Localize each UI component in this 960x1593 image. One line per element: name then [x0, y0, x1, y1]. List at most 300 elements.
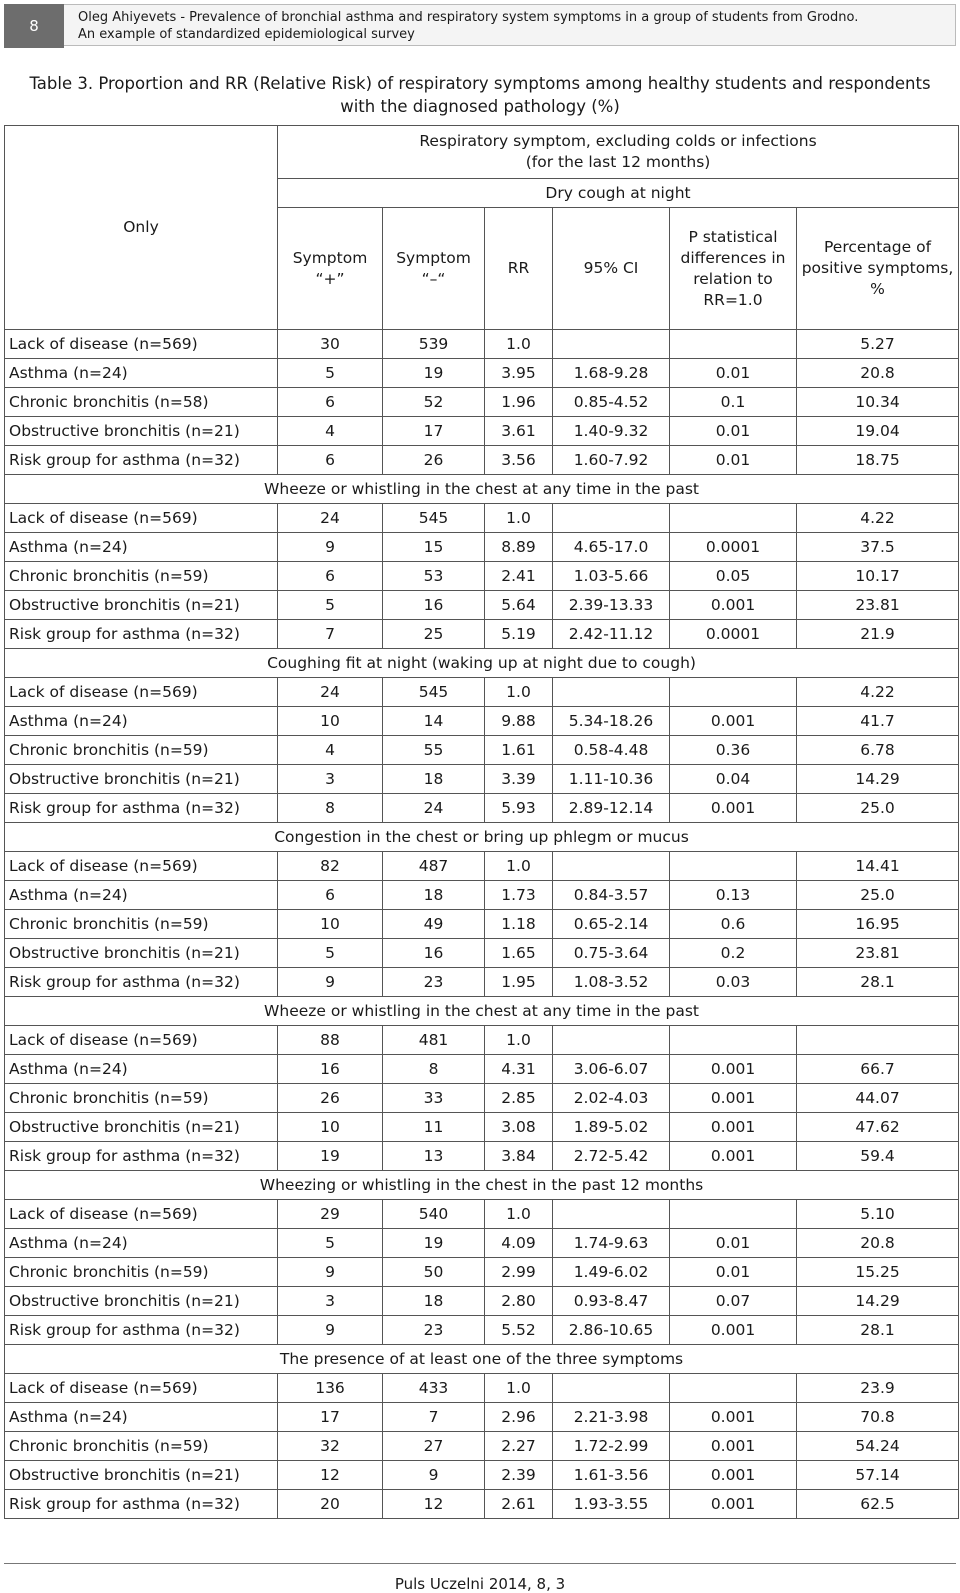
symptom-minus-cell: 25: [383, 620, 485, 649]
percentage-cell: 66.7: [797, 1055, 959, 1084]
symptom-plus-cell: 9: [278, 1258, 383, 1287]
symptom-plus-cell: 8: [278, 794, 383, 823]
ci-cell: 1.49-6.02: [553, 1258, 670, 1287]
p-cell: 0.04: [670, 765, 797, 794]
rr-cell: 5.93: [485, 794, 553, 823]
header-p: P statistical differences in relation to RR=1.0: [670, 208, 797, 330]
rr-cell: 1.95: [485, 968, 553, 997]
running-title-line2: An example of standardized epidemiological survey: [78, 27, 415, 42]
symptom-plus-cell: 9: [278, 1316, 383, 1345]
symptom-minus-cell: 12: [383, 1490, 485, 1519]
ci-cell: 0.58-4.48: [553, 736, 670, 765]
table-row: [5, 1258, 959, 1287]
table-row: [5, 388, 959, 417]
table-row: [5, 1113, 959, 1142]
symptom-plus-cell: 7: [278, 620, 383, 649]
ci-cell: 0.93-8.47: [553, 1287, 670, 1316]
rr-cell: 1.18: [485, 910, 553, 939]
rr-cell: 1.0: [485, 1374, 553, 1403]
rr-cell: 1.0: [485, 504, 553, 533]
symptom-plus-cell: 10: [278, 707, 383, 736]
p-cell: 0.2: [670, 939, 797, 968]
group-cell: Risk group for asthma (n=32): [5, 620, 278, 649]
group-cell: Risk group for asthma (n=32): [5, 1490, 278, 1519]
ci-cell: [553, 1200, 670, 1229]
symptom-minus-cell: 26: [383, 446, 485, 475]
section-title: Wheeze or whistling in the chest at any time in the past: [5, 475, 959, 504]
group-cell: Asthma (n=24): [5, 1229, 278, 1258]
section-title-first: Dry cough at night: [278, 179, 959, 208]
p-cell: 0.001: [670, 1490, 797, 1519]
rr-cell: 3.84: [485, 1142, 553, 1171]
group-cell: Asthma (n=24): [5, 533, 278, 562]
percentage-cell: 57.14: [797, 1461, 959, 1490]
table-row: [5, 1432, 959, 1461]
header-symptom-minus: Symptom “–“: [383, 208, 485, 330]
p-cell: [670, 852, 797, 881]
table-row: [5, 359, 959, 388]
percentage-cell: 47.62: [797, 1113, 959, 1142]
table-row: [5, 968, 959, 997]
symptom-minus-cell: 9: [383, 1461, 485, 1490]
table-row: [5, 1200, 959, 1229]
ci-cell: [553, 330, 670, 359]
rr-cell: 1.96: [485, 388, 553, 417]
percentage-cell: 5.27: [797, 330, 959, 359]
group-cell: Chronic bronchitis (n=58): [5, 388, 278, 417]
table-body: [5, 330, 959, 1519]
rr-cell: 1.61: [485, 736, 553, 765]
symptom-minus-cell: 15: [383, 533, 485, 562]
symptom-plus-cell: 5: [278, 1229, 383, 1258]
p-cell: 0.001: [670, 1055, 797, 1084]
table-row: [5, 881, 959, 910]
percentage-cell: 5.10: [797, 1200, 959, 1229]
p-cell: 0.05: [670, 562, 797, 591]
ci-cell: 1.60-7.92: [553, 446, 670, 475]
ci-cell: 2.86-10.65: [553, 1316, 670, 1345]
symptom-plus-cell: 3: [278, 1287, 383, 1316]
symptom-minus-cell: 18: [383, 765, 485, 794]
symptom-plus-cell: 5: [278, 359, 383, 388]
table-row: [5, 504, 959, 533]
percentage-cell: 20.8: [797, 359, 959, 388]
symptom-minus-cell: 7: [383, 1403, 485, 1432]
percentage-cell: 16.95: [797, 910, 959, 939]
rr-cell: 2.85: [485, 1084, 553, 1113]
rr-cell: 1.0: [485, 1026, 553, 1055]
p-cell: [670, 330, 797, 359]
symptom-minus-cell: 539: [383, 330, 485, 359]
header-ci: 95% CI: [553, 208, 670, 330]
p-cell: 0.001: [670, 591, 797, 620]
p-cell: 0.6: [670, 910, 797, 939]
symptom-plus-cell: 5: [278, 939, 383, 968]
section-title-row: [5, 649, 959, 678]
ci-cell: [553, 1374, 670, 1403]
symptom-plus-cell: 29: [278, 1200, 383, 1229]
header-respiratory-symptom: [278, 126, 959, 179]
rr-cell: 5.19: [485, 620, 553, 649]
rr-cell: 1.0: [485, 330, 553, 359]
footer-citation: Puls Uczelni 2014, 8, 3: [394, 1575, 566, 1593]
group-cell: Asthma (n=24): [5, 881, 278, 910]
rr-cell: 1.0: [485, 852, 553, 881]
rr-cell: 2.27: [485, 1432, 553, 1461]
section-title: Congestion in the chest or bring up phlegm or mucus: [5, 823, 959, 852]
header-group-line2: (for the last 12 months): [525, 153, 711, 171]
running-title-line1: Oleg Ahiyevets - Prevalence of bronchial asthma and respiratory system symptoms in a group of students from Grodno.: [78, 10, 859, 25]
p-cell: 0.36: [670, 736, 797, 765]
ci-cell: 2.02-4.03: [553, 1084, 670, 1113]
table-row: [5, 417, 959, 446]
rr-cell: 1.73: [485, 881, 553, 910]
page-header: [4, 4, 956, 48]
ci-cell: 1.72-2.99: [553, 1432, 670, 1461]
section-title-row: [5, 1171, 959, 1200]
header-group-line1: Respiratory symptom, excluding colds or infections: [419, 132, 817, 150]
symptom-plus-cell: 32: [278, 1432, 383, 1461]
ci-cell: 2.72-5.42: [553, 1142, 670, 1171]
section-title-row: [5, 997, 959, 1026]
header-only: Only: [5, 126, 278, 330]
percentage-cell: 14.29: [797, 765, 959, 794]
symptom-plus-cell: 26: [278, 1084, 383, 1113]
rr-cell: 9.88: [485, 707, 553, 736]
rr-cell: 5.52: [485, 1316, 553, 1345]
table-row: [5, 678, 959, 707]
table-row: [5, 794, 959, 823]
group-cell: Lack of disease (n=569): [5, 1026, 278, 1055]
group-cell: Chronic bronchitis (n=59): [5, 562, 278, 591]
table-row: [5, 1287, 959, 1316]
p-cell: [670, 1374, 797, 1403]
symptom-plus-cell: 10: [278, 910, 383, 939]
group-cell: Chronic bronchitis (n=59): [5, 910, 278, 939]
symptom-minus-cell: 55: [383, 736, 485, 765]
table-row: [5, 1316, 959, 1345]
symptom-plus-cell: 5: [278, 591, 383, 620]
percentage-cell: 54.24: [797, 1432, 959, 1461]
section-title-row: [5, 1345, 959, 1374]
percentage-cell: 19.04: [797, 417, 959, 446]
group-cell: Lack of disease (n=569): [5, 504, 278, 533]
symptom-minus-cell: 50: [383, 1258, 485, 1287]
table-caption-line1: Table 3. Proportion and RR (Relative Risk) of respiratory symptoms among healthy students and respondents: [29, 74, 931, 93]
table-row: [5, 562, 959, 591]
symptom-plus-cell: 88: [278, 1026, 383, 1055]
p-cell: 0.001: [670, 794, 797, 823]
group-cell: Lack of disease (n=569): [5, 330, 278, 359]
ci-cell: 1.74-9.63: [553, 1229, 670, 1258]
ci-cell: 5.34-18.26: [553, 707, 670, 736]
ci-cell: 0.84-3.57: [553, 881, 670, 910]
section-title: Coughing fit at night (waking up at night due to cough): [5, 649, 959, 678]
ci-cell: 2.89-12.14: [553, 794, 670, 823]
p-cell: [670, 1026, 797, 1055]
group-cell: Lack of disease (n=569): [5, 852, 278, 881]
ci-cell: 1.03-5.66: [553, 562, 670, 591]
percentage-cell: 18.75: [797, 446, 959, 475]
p-cell: 0.01: [670, 359, 797, 388]
footer-rule: [4, 1563, 956, 1564]
symptom-plus-cell: 6: [278, 881, 383, 910]
symptom-minus-cell: 545: [383, 504, 485, 533]
p-cell: [670, 1200, 797, 1229]
percentage-cell: 25.0: [797, 794, 959, 823]
table-row: [5, 1142, 959, 1171]
group-cell: Lack of disease (n=569): [5, 678, 278, 707]
header-rr: RR: [485, 208, 553, 330]
percentage-cell: 41.7: [797, 707, 959, 736]
symptom-minus-cell: 18: [383, 1287, 485, 1316]
table-row: [5, 1229, 959, 1258]
p-cell: 0.001: [670, 1316, 797, 1345]
ci-cell: 4.65-17.0: [553, 533, 670, 562]
symptom-minus-cell: 17: [383, 417, 485, 446]
ci-cell: 1.93-3.55: [553, 1490, 670, 1519]
p-cell: 0.01: [670, 1258, 797, 1287]
symptom-plus-cell: 4: [278, 736, 383, 765]
group-cell: Risk group for asthma (n=32): [5, 968, 278, 997]
group-cell: Obstructive bronchitis (n=21): [5, 765, 278, 794]
p-cell: 0.0001: [670, 533, 797, 562]
table-caption: [10, 72, 950, 118]
ci-cell: 1.61-3.56: [553, 1461, 670, 1490]
header-symptom-plus: Symptom “+”: [278, 208, 383, 330]
symptom-plus-cell: 24: [278, 504, 383, 533]
group-cell: Asthma (n=24): [5, 1055, 278, 1084]
rr-cell: 3.61: [485, 417, 553, 446]
table-row: [5, 707, 959, 736]
symptom-plus-cell: 16: [278, 1055, 383, 1084]
table-row: [5, 1374, 959, 1403]
p-cell: 0.001: [670, 1113, 797, 1142]
group-cell: Chronic bronchitis (n=59): [5, 1258, 278, 1287]
p-cell: [670, 504, 797, 533]
ci-cell: 0.65-2.14: [553, 910, 670, 939]
symptom-minus-cell: 540: [383, 1200, 485, 1229]
group-cell: Chronic bronchitis (n=59): [5, 1084, 278, 1113]
symptom-plus-cell: 3: [278, 765, 383, 794]
percentage-cell: 15.25: [797, 1258, 959, 1287]
table-row: [5, 1084, 959, 1113]
table-row: [5, 1055, 959, 1084]
percentage-cell: 44.07: [797, 1084, 959, 1113]
symptom-minus-cell: 13: [383, 1142, 485, 1171]
group-cell: Risk group for asthma (n=32): [5, 446, 278, 475]
symptom-minus-cell: 24: [383, 794, 485, 823]
table-row: [5, 765, 959, 794]
group-cell: Obstructive bronchitis (n=21): [5, 417, 278, 446]
table-row: [5, 736, 959, 765]
percentage-cell: 70.8: [797, 1403, 959, 1432]
symptom-minus-cell: 8: [383, 1055, 485, 1084]
percentage-cell: 28.1: [797, 968, 959, 997]
group-cell: Lack of disease (n=569): [5, 1200, 278, 1229]
table-row: [5, 1490, 959, 1519]
percentage-cell: [797, 1026, 959, 1055]
group-cell: Obstructive bronchitis (n=21): [5, 591, 278, 620]
symptom-minus-cell: 23: [383, 1316, 485, 1345]
table-row: [5, 1026, 959, 1055]
p-cell: 0.0001: [670, 620, 797, 649]
ci-cell: [553, 504, 670, 533]
rr-cell: 2.99: [485, 1258, 553, 1287]
symptom-minus-cell: 52: [383, 388, 485, 417]
rr-cell: 2.41: [485, 562, 553, 591]
symptom-plus-cell: 82: [278, 852, 383, 881]
symptom-minus-cell: 481: [383, 1026, 485, 1055]
table-caption-line2: with the diagnosed pathology (%): [340, 97, 620, 116]
percentage-cell: 25.0: [797, 881, 959, 910]
symptom-minus-cell: 14: [383, 707, 485, 736]
group-cell: Chronic bronchitis (n=59): [5, 736, 278, 765]
percentage-cell: 62.5: [797, 1490, 959, 1519]
group-cell: Obstructive bronchitis (n=21): [5, 1461, 278, 1490]
rr-cell: 1.65: [485, 939, 553, 968]
table-row: [5, 852, 959, 881]
symptom-plus-cell: 6: [278, 562, 383, 591]
group-cell: Asthma (n=24): [5, 1403, 278, 1432]
section-title: The presence of at least one of the three symptoms: [5, 1345, 959, 1374]
symptom-minus-cell: 433: [383, 1374, 485, 1403]
group-cell: Asthma (n=24): [5, 359, 278, 388]
section-title: Wheezing or whistling in the chest in the past 12 months: [5, 1171, 959, 1200]
rr-cell: 3.95: [485, 359, 553, 388]
ci-cell: 1.89-5.02: [553, 1113, 670, 1142]
symptom-plus-cell: 24: [278, 678, 383, 707]
header-percentage: Percentage of positive symptoms, %: [797, 208, 959, 330]
ci-cell: 1.08-3.52: [553, 968, 670, 997]
rr-cell: 3.39: [485, 765, 553, 794]
percentage-cell: 14.29: [797, 1287, 959, 1316]
percentage-cell: 6.78: [797, 736, 959, 765]
symptom-plus-cell: 17: [278, 1403, 383, 1432]
symptom-plus-cell: 12: [278, 1461, 383, 1490]
p-cell: 0.001: [670, 1461, 797, 1490]
symptom-plus-cell: 4: [278, 417, 383, 446]
p-cell: 0.001: [670, 1084, 797, 1113]
percentage-cell: 23.81: [797, 939, 959, 968]
rr-cell: 2.80: [485, 1287, 553, 1316]
page-number: 8: [4, 4, 64, 48]
table-row: [5, 446, 959, 475]
section-title-row: [5, 475, 959, 504]
group-cell: Risk group for asthma (n=32): [5, 1142, 278, 1171]
p-cell: 0.001: [670, 1142, 797, 1171]
symptom-minus-cell: 487: [383, 852, 485, 881]
percentage-cell: 4.22: [797, 678, 959, 707]
symptom-minus-cell: 33: [383, 1084, 485, 1113]
table-row: [5, 330, 959, 359]
ci-cell: 1.11-10.36: [553, 765, 670, 794]
symptom-minus-cell: 18: [383, 881, 485, 910]
percentage-cell: 23.81: [797, 591, 959, 620]
p-cell: 0.01: [670, 446, 797, 475]
group-cell: Lack of disease (n=569): [5, 1374, 278, 1403]
group-cell: Chronic bronchitis (n=59): [5, 1432, 278, 1461]
symptom-minus-cell: 16: [383, 591, 485, 620]
rr-cell: 1.0: [485, 1200, 553, 1229]
rr-cell: 2.61: [485, 1490, 553, 1519]
symptom-minus-cell: 19: [383, 359, 485, 388]
ci-cell: 0.75-3.64: [553, 939, 670, 968]
section-title: Wheeze or whistling in the chest at any time in the past: [5, 997, 959, 1026]
rr-cell: 8.89: [485, 533, 553, 562]
ci-cell: 2.39-13.33: [553, 591, 670, 620]
table-row: [5, 620, 959, 649]
table-row: [5, 939, 959, 968]
percentage-cell: 21.9: [797, 620, 959, 649]
symptom-plus-cell: 20: [278, 1490, 383, 1519]
percentage-cell: 10.34: [797, 388, 959, 417]
results-table: [4, 125, 959, 1519]
symptom-minus-cell: 545: [383, 678, 485, 707]
group-cell: Obstructive bronchitis (n=21): [5, 1113, 278, 1142]
rr-cell: 3.56: [485, 446, 553, 475]
p-cell: 0.001: [670, 707, 797, 736]
percentage-cell: 59.4: [797, 1142, 959, 1171]
p-cell: 0.001: [670, 1403, 797, 1432]
table-row: [5, 533, 959, 562]
ci-cell: 2.42-11.12: [553, 620, 670, 649]
percentage-cell: 37.5: [797, 533, 959, 562]
symptom-plus-cell: 136: [278, 1374, 383, 1403]
rr-cell: 5.64: [485, 591, 553, 620]
symptom-plus-cell: 9: [278, 968, 383, 997]
ci-cell: 1.68-9.28: [553, 359, 670, 388]
section-title-row: [5, 823, 959, 852]
rr-cell: 4.31: [485, 1055, 553, 1084]
percentage-cell: 4.22: [797, 504, 959, 533]
percentage-cell: 20.8: [797, 1229, 959, 1258]
running-title: [64, 4, 956, 46]
symptom-plus-cell: 6: [278, 388, 383, 417]
p-cell: 0.01: [670, 417, 797, 446]
percentage-cell: 14.41: [797, 852, 959, 881]
symptom-plus-cell: 19: [278, 1142, 383, 1171]
ci-cell: 1.40-9.32: [553, 417, 670, 446]
symptom-minus-cell: 49: [383, 910, 485, 939]
rr-cell: 2.96: [485, 1403, 553, 1432]
symptom-minus-cell: 19: [383, 1229, 485, 1258]
ci-cell: [553, 852, 670, 881]
group-cell: Risk group for asthma (n=32): [5, 1316, 278, 1345]
p-cell: 0.1: [670, 388, 797, 417]
symptom-minus-cell: 16: [383, 939, 485, 968]
rr-cell: 1.0: [485, 678, 553, 707]
symptom-minus-cell: 11: [383, 1113, 485, 1142]
rr-cell: 3.08: [485, 1113, 553, 1142]
ci-cell: [553, 1026, 670, 1055]
ci-cell: 0.85-4.52: [553, 388, 670, 417]
rr-cell: 4.09: [485, 1229, 553, 1258]
percentage-cell: 23.9: [797, 1374, 959, 1403]
p-cell: 0.01: [670, 1229, 797, 1258]
group-cell: Obstructive bronchitis (n=21): [5, 939, 278, 968]
p-cell: 0.03: [670, 968, 797, 997]
symptom-minus-cell: 27: [383, 1432, 485, 1461]
ci-cell: 2.21-3.98: [553, 1403, 670, 1432]
symptom-plus-cell: 30: [278, 330, 383, 359]
group-cell: Obstructive bronchitis (n=21): [5, 1287, 278, 1316]
table-row: [5, 591, 959, 620]
table-row: [5, 1461, 959, 1490]
table-row: [5, 1403, 959, 1432]
p-cell: 0.001: [670, 1432, 797, 1461]
ci-cell: 3.06-6.07: [553, 1055, 670, 1084]
